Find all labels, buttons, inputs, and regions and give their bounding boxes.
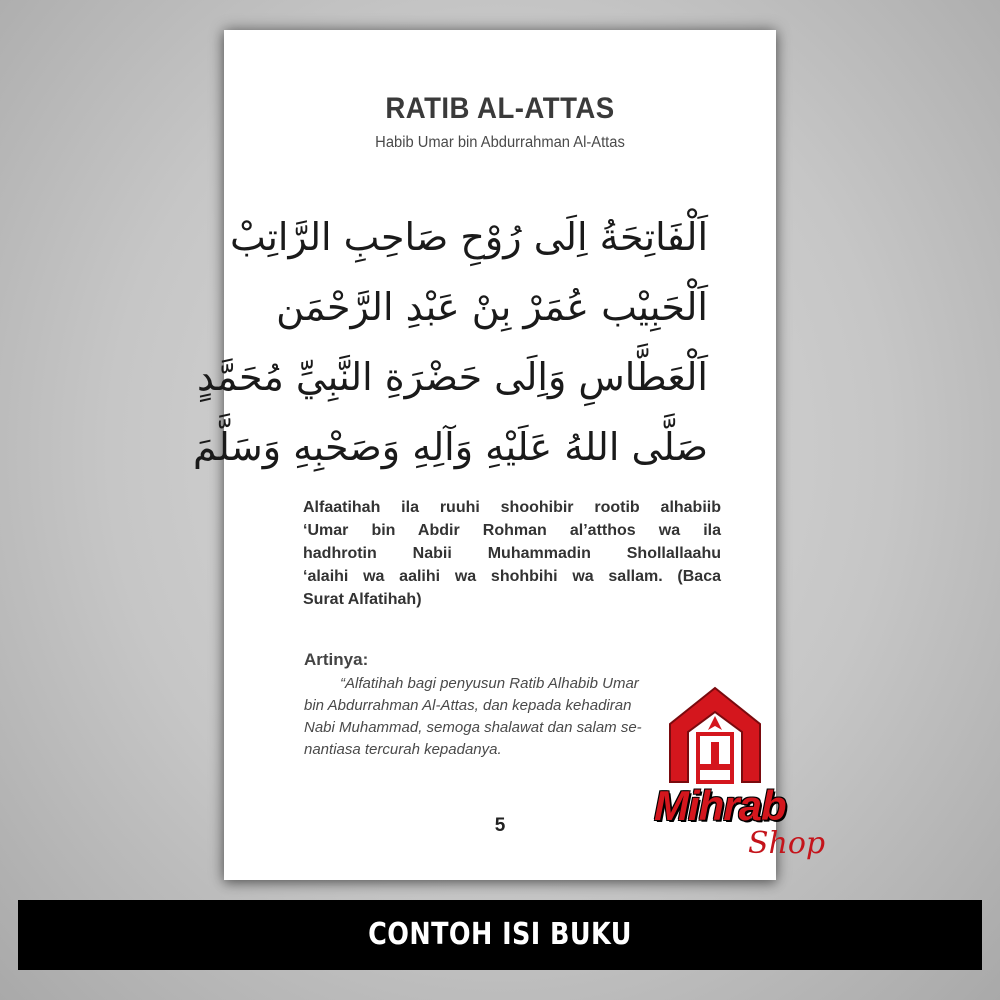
mihrab-arch-icon <box>660 686 770 786</box>
mihrab-shop-logo <box>650 686 850 886</box>
translation-line: “Alfatihah bagi penyusun Ratib Alhabib Umar <box>340 675 639 692</box>
transliteration-line: hadhrotin Nabii Muhammadin Shollallaahu <box>303 545 721 562</box>
banner-text: CONTOH ISI BUKU <box>368 917 632 952</box>
translation-label: Artinya: <box>304 650 369 669</box>
arabic-line-1: اَلْفَاتِحَةُ اِلَى رُوْحِ صَاحِبِ الرَّاتِبْ <box>230 215 708 259</box>
transliteration-line: ‘alaihi wa aalihi wa shohbihi wa sallam. (Baca <box>303 568 721 585</box>
arabic-line-3: اَلْعَطَّاسِ وَاِلَى حَضْرَةِ النَّبِيِّ مُحَمَّدٍ <box>197 355 708 399</box>
transliteration-line: Alfaatihah ila ruuhi shoohibir rootib alhabiib <box>303 499 721 516</box>
translation-line: bin Abdurrahman Al-Attas, dan kepada kehadiran <box>304 697 632 714</box>
page-subtitle: Habib Umar bin Abdurrahman Al-Attas <box>375 134 625 151</box>
logo-subtitle: Shop <box>748 826 826 861</box>
transliteration-paragraph <box>303 496 721 611</box>
translation-line: Nabi Muhammad, semoga shalawat dan salam se- <box>304 719 642 736</box>
page-title: RATIB AL-ATTAS <box>385 92 615 125</box>
translation-line: nantiasa tercurah kepadanya. <box>304 741 502 758</box>
page-number: 5 <box>494 815 506 836</box>
arabic-line-2: اَلْحَبِيْب عُمَرْ بِنْ عَبْدِ الرَّحْمَن <box>276 285 708 329</box>
transliteration-line: ‘Umar bin Abdir Rohman al’atthos wa ila <box>303 522 721 539</box>
logo-wordmark: Mihrab <box>654 782 786 829</box>
arabic-line-4: صَلَّى اللهُ عَلَيْهِ وَآلِهِ وَصَحْبِهِ وَسَلَّمَ <box>192 425 708 469</box>
caption-banner <box>18 900 982 970</box>
transliteration-line: Surat Alfatihah) <box>303 591 422 608</box>
